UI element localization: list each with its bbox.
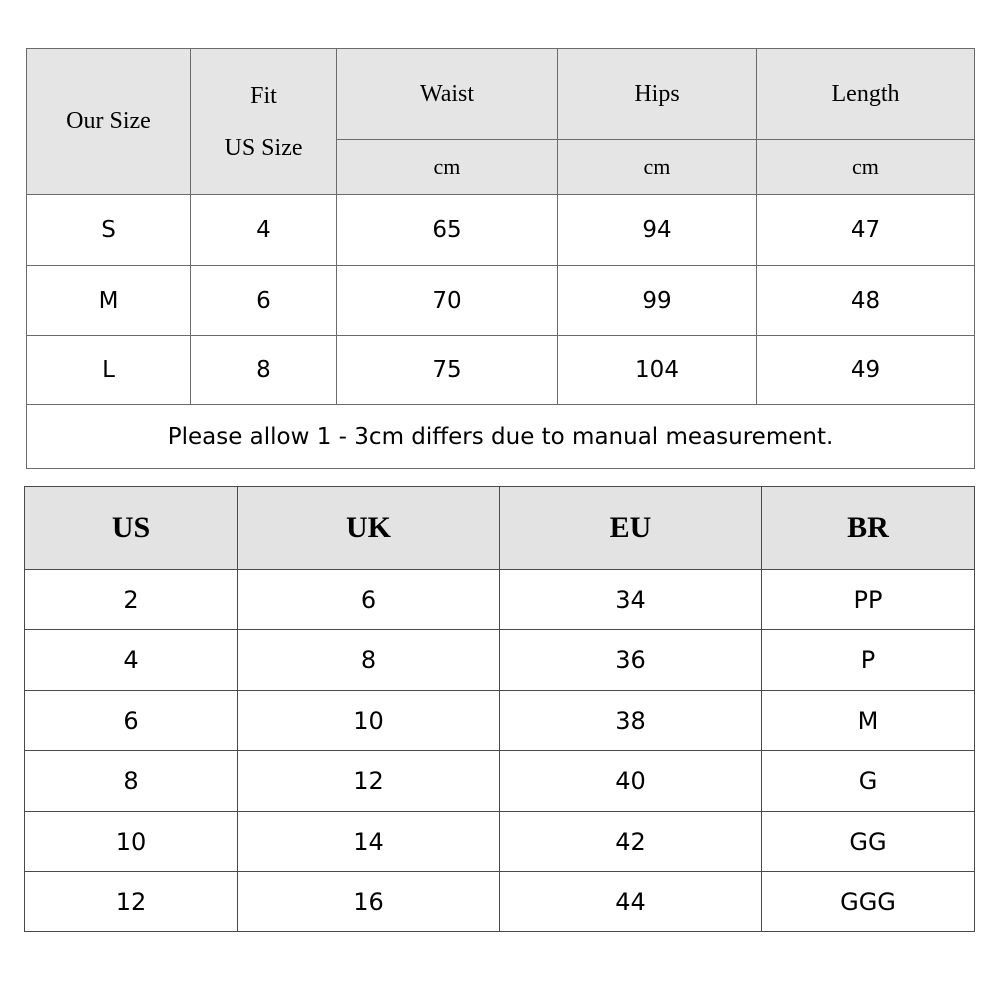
cell-hips: 104	[558, 336, 757, 405]
cell-our-size: L	[27, 336, 191, 405]
cell-eu: 34	[500, 570, 762, 630]
table-row	[27, 195, 975, 266]
table-row	[25, 872, 975, 932]
cell-uk: 12	[238, 751, 500, 812]
cell-hips: 99	[558, 266, 757, 336]
cell-us: 12	[25, 872, 238, 932]
table-row	[25, 812, 975, 872]
header-uk: UK	[238, 487, 500, 570]
header-hips-unit: cm	[558, 140, 757, 195]
table-row	[25, 570, 975, 630]
cell-our-size: S	[27, 195, 191, 266]
header-waist-unit: cm	[337, 140, 558, 195]
cell-uk: 14	[238, 812, 500, 872]
cell-us: 10	[25, 812, 238, 872]
cell-us-size: 6	[191, 266, 337, 336]
cell-uk: 6	[238, 570, 500, 630]
cell-uk: 8	[238, 630, 500, 691]
cell-br: M	[762, 691, 975, 751]
cell-br: PP	[762, 570, 975, 630]
cell-eu: 44	[500, 872, 762, 932]
table-row	[25, 691, 975, 751]
header-us: US	[25, 487, 238, 570]
cell-us: 6	[25, 691, 238, 751]
cell-waist: 70	[337, 266, 558, 336]
header-hips: Hips	[558, 49, 757, 140]
size-chart-table	[26, 48, 975, 469]
header-fit-label: Fit	[250, 82, 277, 109]
cell-hips: 94	[558, 195, 757, 266]
cell-eu: 40	[500, 751, 762, 812]
header-length-unit: cm	[757, 140, 975, 195]
cell-us-size: 8	[191, 336, 337, 405]
table-row	[27, 336, 975, 405]
header-fit-us-size	[191, 49, 337, 195]
table-row	[27, 266, 975, 336]
cell-eu: 42	[500, 812, 762, 872]
cell-br: GGG	[762, 872, 975, 932]
cell-eu: 38	[500, 691, 762, 751]
measurement-note: Please allow 1 - 3cm differs due to manual measurement.	[27, 405, 975, 469]
cell-br: GG	[762, 812, 975, 872]
table-row	[25, 751, 975, 812]
cell-length: 48	[757, 266, 975, 336]
cell-us: 4	[25, 630, 238, 691]
cell-us-size: 4	[191, 195, 337, 266]
cell-eu: 36	[500, 630, 762, 691]
cell-our-size: M	[27, 266, 191, 336]
header-us-size-label: US Size	[224, 134, 303, 161]
cell-uk: 10	[238, 691, 500, 751]
cell-waist: 65	[337, 195, 558, 266]
header-length: Length	[757, 49, 975, 140]
cell-length: 49	[757, 336, 975, 405]
header-our-size: Our Size	[27, 49, 191, 195]
cell-length: 47	[757, 195, 975, 266]
table-row	[25, 630, 975, 691]
cell-us: 8	[25, 751, 238, 812]
size-conversion-table	[24, 486, 975, 932]
header-waist: Waist	[337, 49, 558, 140]
cell-waist: 75	[337, 336, 558, 405]
cell-br: G	[762, 751, 975, 812]
cell-uk: 16	[238, 872, 500, 932]
cell-br: P	[762, 630, 975, 691]
cell-us: 2	[25, 570, 238, 630]
header-br: BR	[762, 487, 975, 570]
header-eu: EU	[500, 487, 762, 570]
